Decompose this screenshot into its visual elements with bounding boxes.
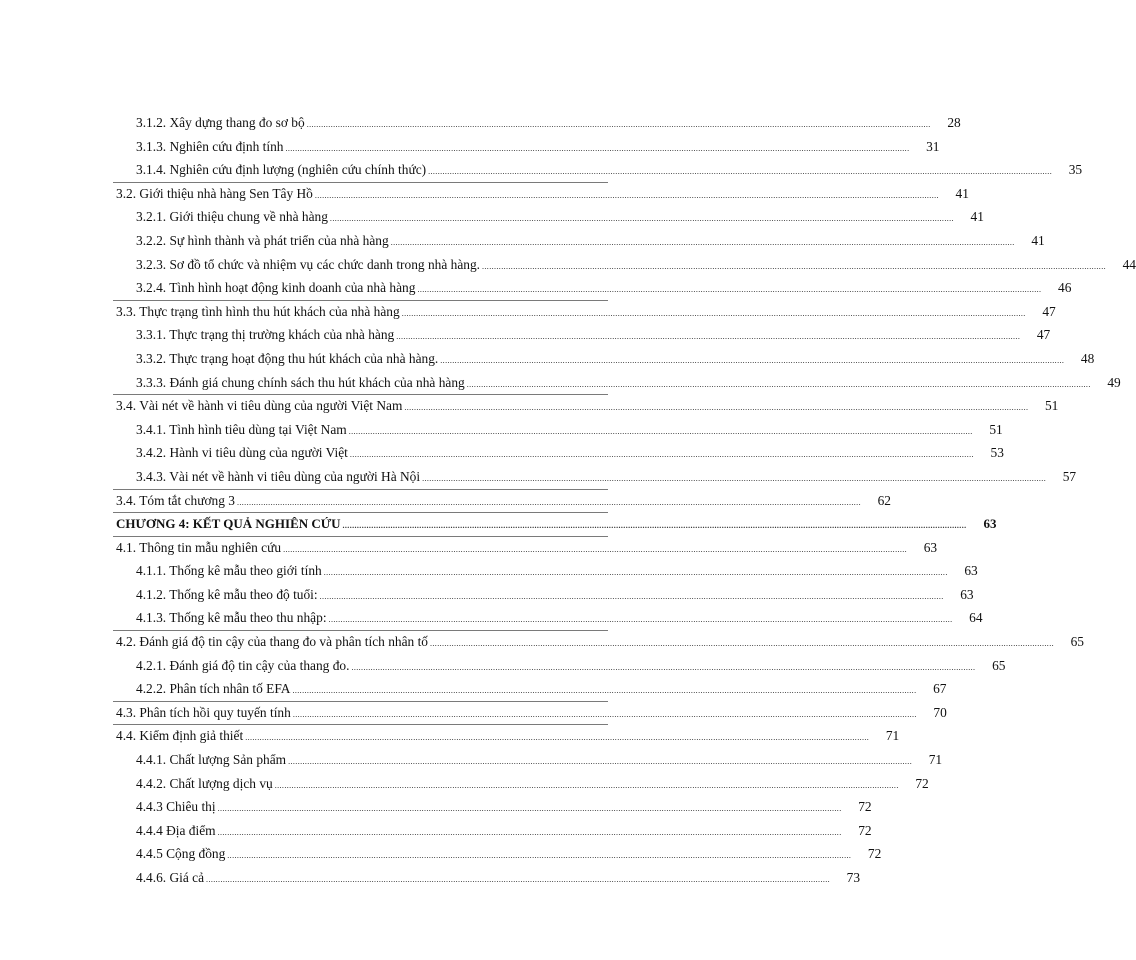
toc-entry-title: 3.4.3. Vài nét về hành vi tiêu dùng của người Hà Nội <box>136 468 421 484</box>
toc-page-number: 51 <box>989 421 1003 437</box>
dot-leader: .................................................................................................................................................................................................................................................................... <box>422 473 1047 483</box>
toc-page-number: 28 <box>947 115 961 130</box>
toc-page-number: 47 <box>1036 327 1051 343</box>
toc-page-number: 72 <box>867 846 882 862</box>
toc-page-number: 63 <box>983 516 997 532</box>
dot-leader: .................................................................................................................................................................................................................................................................... <box>236 497 861 507</box>
toc-entry[interactable] <box>0 229 1045 253</box>
toc-entry[interactable] <box>0 701 947 725</box>
toc-entry[interactable] <box>0 300 1056 324</box>
toc-page-number: 31 <box>926 138 940 154</box>
toc-entry[interactable] <box>0 347 1095 371</box>
toc-entry-title: 3.3.1. Thực trạng thị trường khách của nhà hàng <box>136 327 395 343</box>
toc-page-number: 47 <box>1042 303 1056 319</box>
dot-leader: .................................................................................................................................................................................................................................................................... <box>417 285 1042 295</box>
table-of-contents <box>0 111 1136 890</box>
toc-entry[interactable] <box>0 677 947 701</box>
toc-entry-title: 4.1.3. Thống kê mẫu theo thu nhập: <box>136 610 327 626</box>
toc-entry[interactable] <box>0 583 974 607</box>
dot-leader: .................................................................................................................................................................................................................................................................... <box>401 308 1026 318</box>
toc-entry[interactable] <box>0 630 1084 654</box>
dot-leader: .................................................................................................................................................................................................................................................................... <box>292 709 917 719</box>
toc-page-number: 72 <box>858 822 872 838</box>
toc-entry-title: 4.1. Thông tin mẫu nghiên cứu <box>116 539 282 555</box>
toc-entry[interactable] <box>0 418 1003 442</box>
toc-entry[interactable] <box>0 323 1051 347</box>
toc-page-number: 64 <box>969 610 983 626</box>
toc-entry-title: 4.4.2. Chất lượng dịch vụ <box>136 775 273 791</box>
dot-leader: .................................................................................................................................................................................................................................................................... <box>314 190 939 200</box>
toc-entry-title: 4.3. Phân tích hồi quy tuyến tính <box>116 704 291 720</box>
toc-entry-title: 3.2.2. Sự hình thành và phát triển của nhà hàng <box>136 232 389 248</box>
dot-leader: .................................................................................................................................................................................................................................................................... <box>206 875 831 884</box>
toc-entry-title: 4.2.2. Phân tích nhân tố EFA <box>136 681 291 697</box>
dot-leader: .................................................................................................................................................................................................................................................................... <box>349 450 974 460</box>
toc-entry-title: 3.2.1. Giới thiệu chung về nhà hàng <box>136 209 328 225</box>
toc-page-number: 67 <box>933 681 947 697</box>
toc-entry[interactable] <box>0 819 872 843</box>
toc-entry[interactable] <box>0 441 1004 465</box>
toc-page-number: 65 <box>992 657 1006 673</box>
dot-leader: .................................................................................................................................................................................................................................................................... <box>396 332 1021 342</box>
toc-entry-title: 3.4.1. Tình hình tiêu dùng tại Việt Nam <box>136 421 347 437</box>
toc-entry[interactable] <box>0 654 1006 678</box>
toc-entry[interactable] <box>0 795 872 819</box>
toc-entry[interactable] <box>0 559 978 583</box>
toc-entry[interactable] <box>0 394 1059 418</box>
toc-entry[interactable] <box>0 606 983 630</box>
toc-entry-title: 4.4.6. Giá cả <box>136 870 205 885</box>
toc-page-number: 71 <box>885 728 900 744</box>
toc-page-number: 71 <box>928 752 943 768</box>
dot-leader: .................................................................................................................................................................................................................................................................... <box>329 214 954 224</box>
dot-leader: .................................................................................................................................................................................................................................................................... <box>404 403 1029 413</box>
toc-entry-title: 3.1.4. Nghiên cứu định lượng (nghiên cứu chính thức) <box>136 162 427 178</box>
dot-leader: .................................................................................................................................................................................................................................................................... <box>288 757 913 767</box>
dot-leader: .................................................................................................................................................................................................................................................................... <box>390 237 1015 247</box>
toc-entry[interactable] <box>0 276 1072 300</box>
toc-entry[interactable] <box>0 465 1077 489</box>
toc-page-number: 62 <box>877 492 891 508</box>
toc-entry[interactable] <box>0 158 1083 182</box>
dot-leader: .................................................................................................................................................................................................................................................................... <box>319 591 944 601</box>
dot-leader: .................................................................................................................................................................................................................................................................... <box>245 733 870 743</box>
dot-leader: .................................................................................................................................................................................................................................................................... <box>466 379 1091 389</box>
dot-leader: .................................................................................................................................................................................................................................................................... <box>285 143 910 153</box>
toc-entry-title: 3.3.2. Thực trạng hoạt động thu hút khách của nhà hàng. <box>136 350 439 366</box>
dot-leader: .................................................................................................................................................................................................................................................................... <box>348 426 973 436</box>
toc-entry[interactable] <box>0 866 861 890</box>
toc-entry-title: 3.4. Vài nét về hành vi tiêu dùng của người Việt Nam <box>116 398 403 414</box>
toc-page-number: 41 <box>1031 232 1045 248</box>
toc-entry[interactable] <box>0 182 969 206</box>
dot-leader: .................................................................................................................................................................................................................................................................... <box>217 827 842 837</box>
toc-page-number: 63 <box>960 586 974 602</box>
toc-entry-title: 3.4. Tóm tắt chương 3 <box>116 492 235 508</box>
toc-entry-title: 4.4.4 Địa điểm <box>136 822 216 838</box>
dot-leader: .................................................................................................................................................................................................................................................................... <box>328 615 953 625</box>
toc-page-number: 35 <box>1068 162 1083 178</box>
toc-page-number: 53 <box>990 445 1004 461</box>
toc-entry-title: 4.4.3 Chiêu thị <box>136 799 216 815</box>
toc-entry-title: 3.2. Giới thiệu nhà hàng Sen Tây Hồ <box>116 185 313 201</box>
toc-entry[interactable] <box>0 724 900 748</box>
dot-leader: .................................................................................................................................................................................................................................................................... <box>292 686 917 696</box>
toc-page-number: 41 <box>955 185 969 201</box>
toc-page-number: 44 <box>1122 256 1136 272</box>
toc-entry[interactable] <box>0 536 938 560</box>
toc-entry[interactable] <box>0 748 943 772</box>
dot-leader: .................................................................................................................................................................................................................................................................... <box>342 521 967 531</box>
dot-leader: .................................................................................................................................................................................................................................................................... <box>217 804 842 814</box>
dot-leader: .................................................................................................................................................................................................................................................................... <box>428 167 1053 177</box>
toc-page-number: 48 <box>1080 350 1095 366</box>
toc-page-number: 63 <box>923 539 938 555</box>
toc-page-number: 63 <box>964 563 978 579</box>
toc-entry-title: 4.4.1. Chất lượng Sản phẩm <box>136 752 287 768</box>
toc-entry-title: CHƯƠNG 4: KẾT QUẢ NGHIÊN CỨU <box>116 516 341 532</box>
toc-entry[interactable] <box>0 371 1121 395</box>
toc-entry-title: 3.3.3. Đánh giá chung chính sách thu hút khách của nhà hàng <box>136 374 465 390</box>
toc-page-number: 51 <box>1044 398 1059 414</box>
toc-page-number: 65 <box>1070 634 1084 650</box>
toc-entry[interactable] <box>0 489 891 513</box>
dot-leader: .................................................................................................................................................................................................................................................................... <box>283 544 908 554</box>
toc-entry-title: 4.2.1. Đánh giá độ tin cậy của thang đo. <box>136 657 350 673</box>
toc-page-number: 73 <box>846 870 861 885</box>
toc-page-number: 72 <box>858 799 872 815</box>
toc-entry-title: 3.3. Thực trạng tình hình thu hút khách của nhà hàng <box>116 303 400 319</box>
toc-page-number: 46 <box>1058 280 1072 296</box>
dot-leader: .................................................................................................................................................................................................................................................................... <box>274 780 899 790</box>
toc-entry-title: 4.1.2. Thống kê mẫu theo độ tuổi: <box>136 586 318 602</box>
toc-entry[interactable] <box>0 205 984 229</box>
dot-leader: .................................................................................................................................................................................................................................................................... <box>227 851 852 861</box>
toc-entry[interactable] <box>0 135 940 159</box>
toc-page-number: 70 <box>933 704 947 720</box>
dot-leader: .................................................................................................................................................................................................................................................................... <box>430 639 1054 649</box>
toc-entry-title: 3.1.2. Xây dựng thang đo sơ bộ <box>136 115 305 130</box>
toc-entry-title: 4.2. Đánh giá độ tin cậy của thang đo và phân tích nhân tố <box>116 634 428 650</box>
toc-entry[interactable] <box>0 842 882 866</box>
dot-leader: .................................................................................................................................................................................................................................................................... <box>323 568 948 578</box>
toc-page-number: 41 <box>970 209 984 225</box>
dot-leader: .................................................................................................................................................................................................................................................................... <box>351 662 976 672</box>
dot-leader: .................................................................................................................................................................................................................................................................... <box>482 261 1106 271</box>
toc-chapter-entry[interactable] <box>0 512 997 536</box>
toc-page-number: 57 <box>1062 468 1077 484</box>
toc-entry[interactable] <box>0 111 961 135</box>
toc-page-number: 72 <box>915 775 929 791</box>
toc-entry-title: 3.4.2. Hành vi tiêu dùng của người Việt <box>136 445 348 461</box>
dot-leader: .................................................................................................................................................................................................................................................................... <box>306 120 931 129</box>
toc-entry-title: 4.4. Kiểm định giả thiết <box>116 728 244 744</box>
toc-entry-title: 4.1.1. Thống kê mẫu theo giới tính <box>136 563 322 579</box>
toc-entry-title: 3.1.3. Nghiên cứu định tính <box>136 138 284 154</box>
toc-page-number: 49 <box>1107 374 1121 390</box>
dot-leader: .................................................................................................................................................................................................................................................................... <box>440 355 1065 365</box>
toc-entry-title: 3.2.4. Tình hình hoạt động kinh doanh của nhà hàng <box>136 280 416 296</box>
toc-entry-title: 3.2.3. Sơ đồ tổ chức và nhiệm vụ các chức danh trong nhà hàng. <box>136 256 480 272</box>
toc-entry[interactable] <box>0 253 1136 277</box>
toc-entry-title: 4.4.5 Cộng đồng <box>136 846 226 862</box>
toc-entry[interactable] <box>0 772 929 796</box>
